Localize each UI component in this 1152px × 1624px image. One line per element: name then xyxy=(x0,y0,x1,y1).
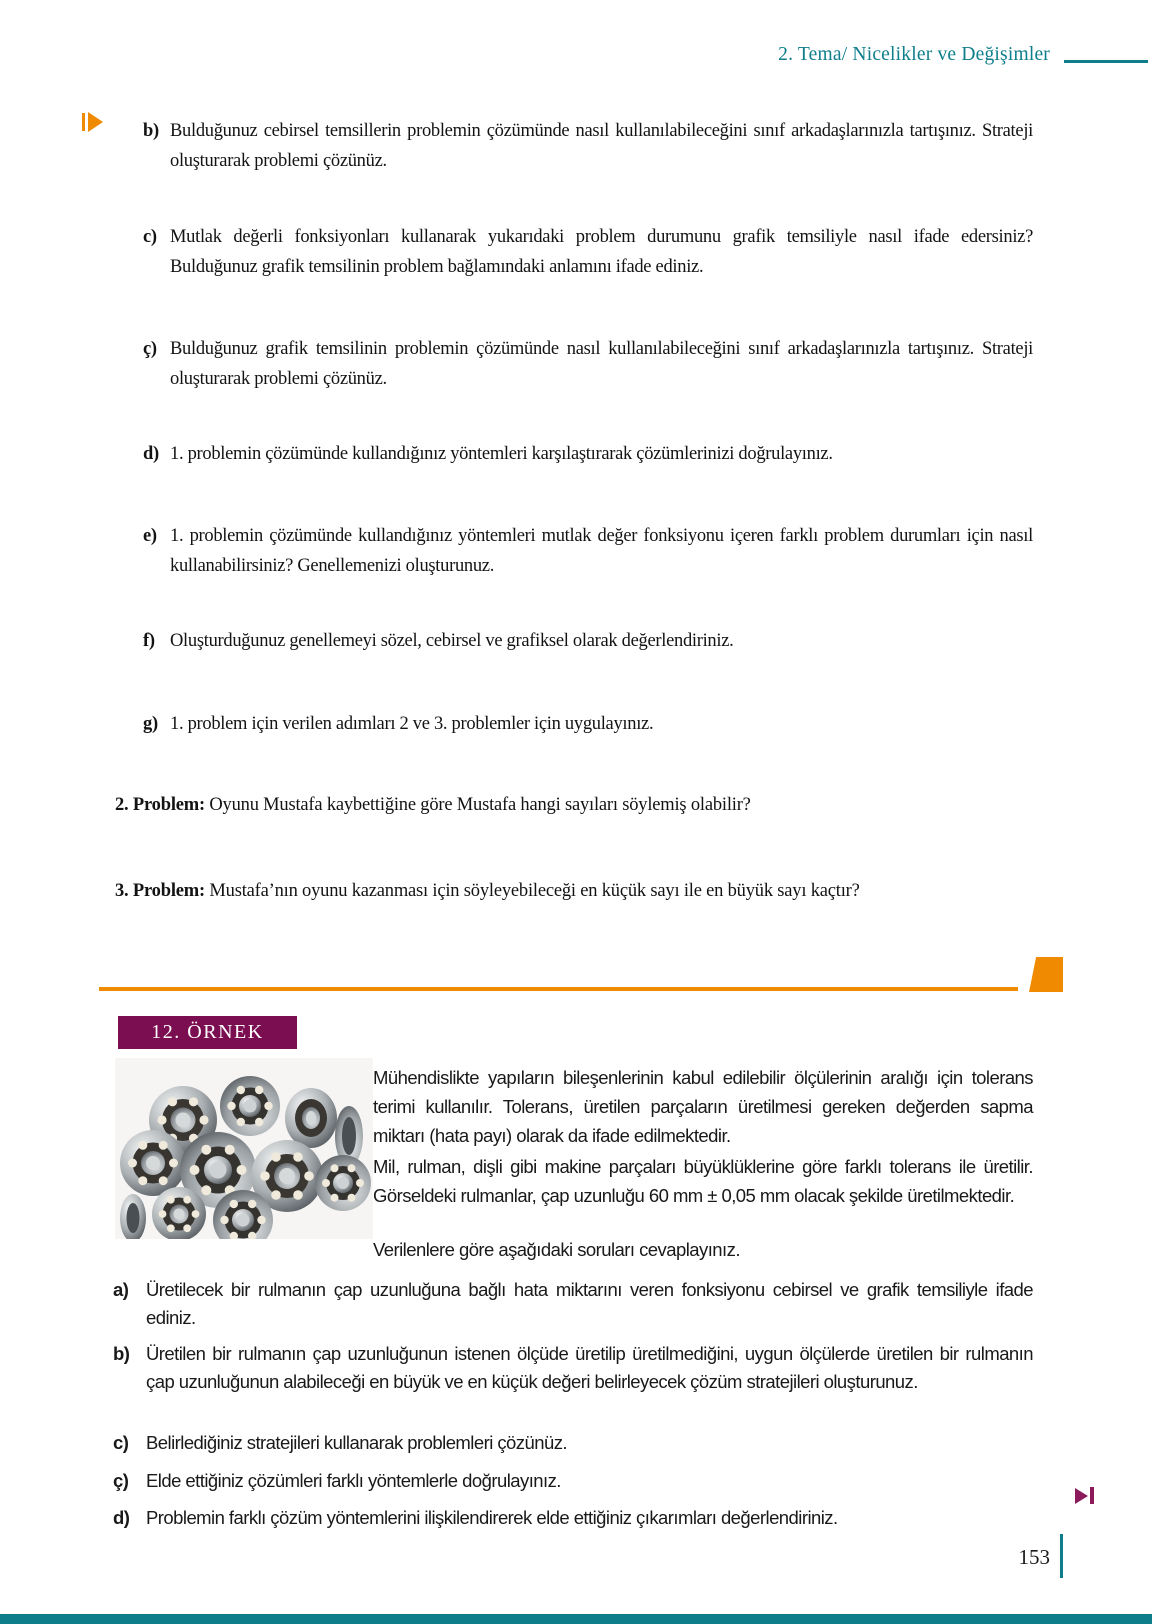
skip-forward-icon-triangle xyxy=(1075,1488,1088,1504)
example-paragraph: Mil, rulman, dişli gibi makine parçaları büyüklüklerine göre farklı tolerans ile üretilir. Görseldeki rulmanlar, çap uzunluğu 60 mm ± 0,05 mm olacak şekilde üretilmektedir. xyxy=(373,1156,1033,1206)
item-label: f) xyxy=(143,631,155,651)
list-item xyxy=(113,1467,1033,1495)
list-item xyxy=(143,709,1033,739)
example-badge: 12. ÖRNEK xyxy=(118,1016,297,1049)
item-text: Elde ettiğiniz çözümleri farklı yöntemlerle doğrulayınız. xyxy=(146,1470,561,1491)
page-number: 153 xyxy=(1018,1545,1050,1569)
list-item xyxy=(143,116,1033,176)
play-icon-triangle xyxy=(88,112,103,132)
list-item xyxy=(113,1276,1033,1332)
item-label: d) xyxy=(113,1507,130,1528)
item-text: Bulduğunuz grafik temsilinin problemin çözümünde nasıl kullanılabileceğini sınıf arkadaşlarınızla tartışınız. Strateji oluşturarak problemi çözünüz. xyxy=(170,339,1033,389)
list-item xyxy=(113,1340,1033,1396)
example-text-block xyxy=(373,1063,1033,1264)
list-item xyxy=(143,334,1033,394)
item-text: Belirlediğiniz stratejileri kullanarak problemleri çözünüz. xyxy=(146,1432,567,1453)
problem-label: 3. Problem: xyxy=(115,881,205,901)
skip-forward-icon xyxy=(1075,1487,1094,1504)
item-label: c) xyxy=(113,1432,129,1453)
list-item xyxy=(143,521,1033,581)
problem-statement xyxy=(115,790,1050,820)
footer-bar xyxy=(0,1614,1152,1624)
item-text: Üretilen bir rulmanın çap uzunluğunun istenen ölçüde üretilip üretilmediğini, uygun ölçülerde üretilen bir rulmanın çap uzunluğunun alabileceği en büyük ve en küçük değeri belirleyecek çözüm stratejileri oluşturunuz. xyxy=(146,1343,1033,1392)
item-text: Oluşturduğunuz genellemeyi sözel, cebirsel ve grafiksel olarak değerlendiriniz. xyxy=(170,631,734,651)
page-header-title: 2. Tema/ Nicelikler ve Değişimler xyxy=(778,44,1050,65)
list-item xyxy=(143,222,1033,282)
problem-text: Mustafa’nın oyunu kazanması için söyleyebileceği en küçük sayı ile en büyük sayı kaçtır? xyxy=(209,881,860,901)
item-label: ç) xyxy=(143,339,157,359)
list-item xyxy=(143,626,1033,656)
play-icon xyxy=(82,112,103,132)
item-text: Bulduğunuz cebirsel temsillerin problemin çözümünde nasıl kullanılabileceğini sınıf arkadaşlarınızla tartışınız. Strateji oluşturarak problemi çözünüz. xyxy=(170,121,1033,171)
play-icon-bar xyxy=(82,113,85,131)
skip-forward-icon-bar xyxy=(1090,1487,1094,1504)
problem-text: Oyunu Mustafa kaybettiğine göre Mustafa hangi sayıları söylemiş olabilir? xyxy=(209,795,751,815)
bearings-illustration xyxy=(115,1058,373,1239)
item-text: 1. problemin çözümünde kullandığınız yöntemleri karşılaştırarak çözümlerinizi doğrulayınız. xyxy=(170,444,833,464)
list-item xyxy=(113,1504,1033,1532)
item-label: e) xyxy=(143,526,157,546)
item-label: b) xyxy=(113,1343,130,1364)
item-label: d) xyxy=(143,444,159,464)
header-rule xyxy=(1064,60,1148,63)
section-divider-line xyxy=(99,987,1018,991)
item-label: a) xyxy=(113,1279,129,1300)
item-label: g) xyxy=(143,714,158,734)
problem-label: 2. Problem: xyxy=(115,795,205,815)
item-label: b) xyxy=(143,121,159,141)
item-text: Üretilecek bir rulmanın çap uzunluğuna bağlı hata miktarını veren fonksiyonu cebirsel ve grafik temsiliyle ifade ediniz. xyxy=(146,1279,1033,1328)
page-number-rule xyxy=(1060,1534,1063,1578)
item-text: Problemin farklı çözüm yöntemlerini ilişkilendirerek elde ettiğiniz çıkarımları değerlendiriniz. xyxy=(146,1507,838,1528)
list-item xyxy=(113,1429,1033,1457)
example-paragraph: Mühendislikte yapıların bileşenlerinin kabul edilebilir ölçülerinin aralığı için tolerans terimi kullanılır. Tolerans, üretilen parçaların üretilmesi gereken değerden sapma miktarı (hata payı) olarak da ifade edilmektedir. xyxy=(373,1067,1033,1146)
example-paragraph: Verilenlere göre aşağıdaki soruları cevaplayınız. xyxy=(373,1239,740,1260)
item-text: 1. problemin çözümünde kullandığınız yöntemleri mutlak değer fonksiyonu içeren farklı problem durumları için nasıl kullanabilirsiniz? Genellemenizi oluşturunuz. xyxy=(170,526,1033,576)
bearings-photo xyxy=(115,1058,373,1239)
item-text: 1. problem için verilen adımları 2 ve 3. problemler için uygulayınız. xyxy=(170,714,654,734)
list-item xyxy=(143,439,1033,469)
item-text: Mutlak değerli fonksiyonları kullanarak yukarıdaki problem durumunu grafik temsiliyle nasıl ifade edersiniz? Bulduğunuz grafik temsilinin problem bağlamındaki anlamını ifade ediniz. xyxy=(170,227,1033,277)
item-label: c) xyxy=(143,227,157,247)
problem-statement xyxy=(115,876,1050,906)
section-divider-tab xyxy=(1029,957,1063,992)
item-label: ç) xyxy=(113,1470,129,1491)
